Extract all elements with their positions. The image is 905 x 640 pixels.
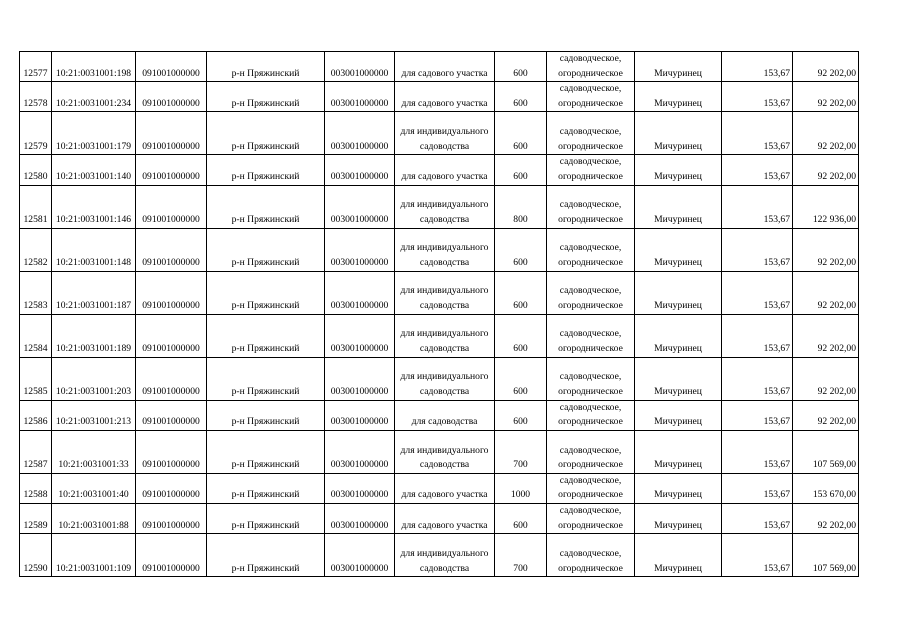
locality-code: 003001000000 [325,228,395,271]
area: 600 [495,155,547,185]
association-name: Мичуринец [635,534,722,577]
cadastral-value: 92 202,00 [793,271,859,314]
land-category: садоводческое, огородническое [547,357,635,400]
locality-code: 003001000000 [325,430,395,473]
okato-code: 091001000000 [136,534,207,577]
locality-code: 003001000000 [325,52,395,82]
area: 700 [495,430,547,473]
row-number: 12580 [20,155,52,185]
okato-code: 091001000000 [136,52,207,82]
permitted-use: для индивидуального садоводства [395,271,495,314]
unit-rate: 153,67 [722,155,793,185]
row-number: 12581 [20,185,52,228]
permitted-use: для индивидуального садоводства [395,314,495,357]
locality-code: 003001000000 [325,357,395,400]
association-name: Мичуринец [635,400,722,430]
area: 1000 [495,473,547,503]
locality-code: 003001000000 [325,534,395,577]
permitted-use: для индивидуального садоводства [395,112,495,155]
cadastral-number: 10:21:0031001:40 [52,473,136,503]
area: 600 [495,52,547,82]
okato-code: 091001000000 [136,430,207,473]
area: 600 [495,271,547,314]
association-name: Мичуринец [635,430,722,473]
cadastral-value: 92 202,00 [793,112,859,155]
cadastral-number: 10:21:0031001:146 [52,185,136,228]
table-row [20,473,859,503]
okato-code: 091001000000 [136,314,207,357]
unit-rate: 153,67 [722,503,793,533]
district: р-н Пряжинский [207,357,325,400]
locality-code: 003001000000 [325,112,395,155]
cadastral-value: 92 202,00 [793,400,859,430]
association-name: Мичуринец [635,314,722,357]
association-name: Мичуринец [635,357,722,400]
association-name: Мичуринец [635,112,722,155]
cadastral-number: 10:21:0031001:198 [52,52,136,82]
area: 600 [495,112,547,155]
locality-code: 003001000000 [325,185,395,228]
locality-code: 003001000000 [325,314,395,357]
table-row [20,400,859,430]
okato-code: 091001000000 [136,400,207,430]
land-category: садоводческое, огородническое [547,400,635,430]
unit-rate: 153,67 [722,228,793,271]
locality-code: 003001000000 [325,400,395,430]
association-name: Мичуринец [635,82,722,112]
okato-code: 091001000000 [136,271,207,314]
association-name: Мичуринец [635,155,722,185]
table-row [20,155,859,185]
district: р-н Пряжинский [207,112,325,155]
row-number: 12588 [20,473,52,503]
table-row [20,112,859,155]
area: 800 [495,185,547,228]
land-category: садоводческое, огородническое [547,271,635,314]
cadastral-number: 10:21:0031001:33 [52,430,136,473]
unit-rate: 153,67 [722,185,793,228]
permitted-use: для садового участка [395,82,495,112]
table-row [20,82,859,112]
permitted-use: для садового участка [395,473,495,503]
unit-rate: 153,67 [722,430,793,473]
cadastral-value: 92 202,00 [793,82,859,112]
unit-rate: 153,67 [722,473,793,503]
row-number: 12589 [20,503,52,533]
unit-rate: 153,67 [722,357,793,400]
land-category: садоводческое, огородническое [547,185,635,228]
land-category: садоводческое, огородническое [547,155,635,185]
cadastral-value: 107 569,00 [793,534,859,577]
unit-rate: 153,67 [722,314,793,357]
district: р-н Пряжинский [207,155,325,185]
cadastral-number: 10:21:0031001:234 [52,82,136,112]
cadastral-number: 10:21:0031001:203 [52,357,136,400]
area: 600 [495,400,547,430]
row-number: 12577 [20,52,52,82]
permitted-use: для садоводства [395,400,495,430]
cadastral-value: 92 202,00 [793,503,859,533]
association-name: Мичуринец [635,52,722,82]
row-number: 12590 [20,534,52,577]
area: 600 [495,357,547,400]
table-row [20,357,859,400]
land-category: садоводческое, огородническое [547,112,635,155]
association-name: Мичуринец [635,503,722,533]
association-name: Мичуринец [635,185,722,228]
land-registry-table [19,51,859,577]
cadastral-number: 10:21:0031001:179 [52,112,136,155]
land-category: садоводческое, огородническое [547,82,635,112]
okato-code: 091001000000 [136,473,207,503]
land-category: садоводческое, огородническое [547,503,635,533]
permitted-use: для садового участка [395,155,495,185]
table-row [20,52,859,82]
unit-rate: 153,67 [722,534,793,577]
permitted-use: для индивидуального садоводства [395,430,495,473]
row-number: 12582 [20,228,52,271]
association-name: Мичуринец [635,271,722,314]
okato-code: 091001000000 [136,82,207,112]
permitted-use: для индивидуального садоводства [395,228,495,271]
cadastral-value: 92 202,00 [793,228,859,271]
district: р-н Пряжинский [207,534,325,577]
cadastral-value: 122 936,00 [793,185,859,228]
area: 600 [495,82,547,112]
district: р-н Пряжинский [207,314,325,357]
cadastral-number: 10:21:0031001:140 [52,155,136,185]
district: р-н Пряжинский [207,82,325,112]
unit-rate: 153,67 [722,82,793,112]
cadastral-value: 92 202,00 [793,52,859,82]
table-row [20,534,859,577]
district: р-н Пряжинский [207,228,325,271]
row-number: 12584 [20,314,52,357]
row-number: 12579 [20,112,52,155]
okato-code: 091001000000 [136,357,207,400]
okato-code: 091001000000 [136,503,207,533]
locality-code: 003001000000 [325,271,395,314]
permitted-use: для садового участка [395,52,495,82]
permitted-use: для садового участка [395,503,495,533]
permitted-use: для индивидуального садоводства [395,357,495,400]
land-category: садоводческое, огородническое [547,430,635,473]
locality-code: 003001000000 [325,82,395,112]
cadastral-number: 10:21:0031001:88 [52,503,136,533]
land-category: садоводческое, огородническое [547,52,635,82]
district: р-н Пряжинский [207,400,325,430]
table-row [20,314,859,357]
permitted-use: для индивидуального садоводства [395,534,495,577]
okato-code: 091001000000 [136,112,207,155]
table-row [20,185,859,228]
cadastral-value: 92 202,00 [793,314,859,357]
table-body [20,52,859,577]
district: р-н Пряжинский [207,503,325,533]
locality-code: 003001000000 [325,155,395,185]
land-category: садоводческое, огородническое [547,534,635,577]
table-row [20,228,859,271]
association-name: Мичуринец [635,473,722,503]
locality-code: 003001000000 [325,473,395,503]
cadastral-value: 92 202,00 [793,155,859,185]
permitted-use: для индивидуального садоводства [395,185,495,228]
table-row [20,271,859,314]
district: р-н Пряжинский [207,185,325,228]
unit-rate: 153,67 [722,271,793,314]
okato-code: 091001000000 [136,185,207,228]
locality-code: 003001000000 [325,503,395,533]
table-row [20,503,859,533]
cadastral-value: 92 202,00 [793,357,859,400]
association-name: Мичуринец [635,228,722,271]
land-category: садоводческое, огородническое [547,473,635,503]
cadastral-number: 10:21:0031001:213 [52,400,136,430]
area: 600 [495,228,547,271]
cadastral-number: 10:21:0031001:109 [52,534,136,577]
row-number: 12587 [20,430,52,473]
unit-rate: 153,67 [722,52,793,82]
area: 700 [495,534,547,577]
unit-rate: 153,67 [722,112,793,155]
cadastral-number: 10:21:0031001:189 [52,314,136,357]
row-number: 12586 [20,400,52,430]
row-number: 12585 [20,357,52,400]
district: р-н Пряжинский [207,430,325,473]
okato-code: 091001000000 [136,228,207,271]
district: р-н Пряжинский [207,52,325,82]
cadastral-number: 10:21:0031001:187 [52,271,136,314]
row-number: 12583 [20,271,52,314]
cadastral-value: 107 569,00 [793,430,859,473]
land-category: садоводческое, огородническое [547,228,635,271]
district: р-н Пряжинский [207,473,325,503]
table-row [20,430,859,473]
cadastral-number: 10:21:0031001:148 [52,228,136,271]
district: р-н Пряжинский [207,271,325,314]
land-category: садоводческое, огородническое [547,314,635,357]
cadastral-value: 153 670,00 [793,473,859,503]
area: 600 [495,503,547,533]
area: 600 [495,314,547,357]
row-number: 12578 [20,82,52,112]
unit-rate: 153,67 [722,400,793,430]
okato-code: 091001000000 [136,155,207,185]
